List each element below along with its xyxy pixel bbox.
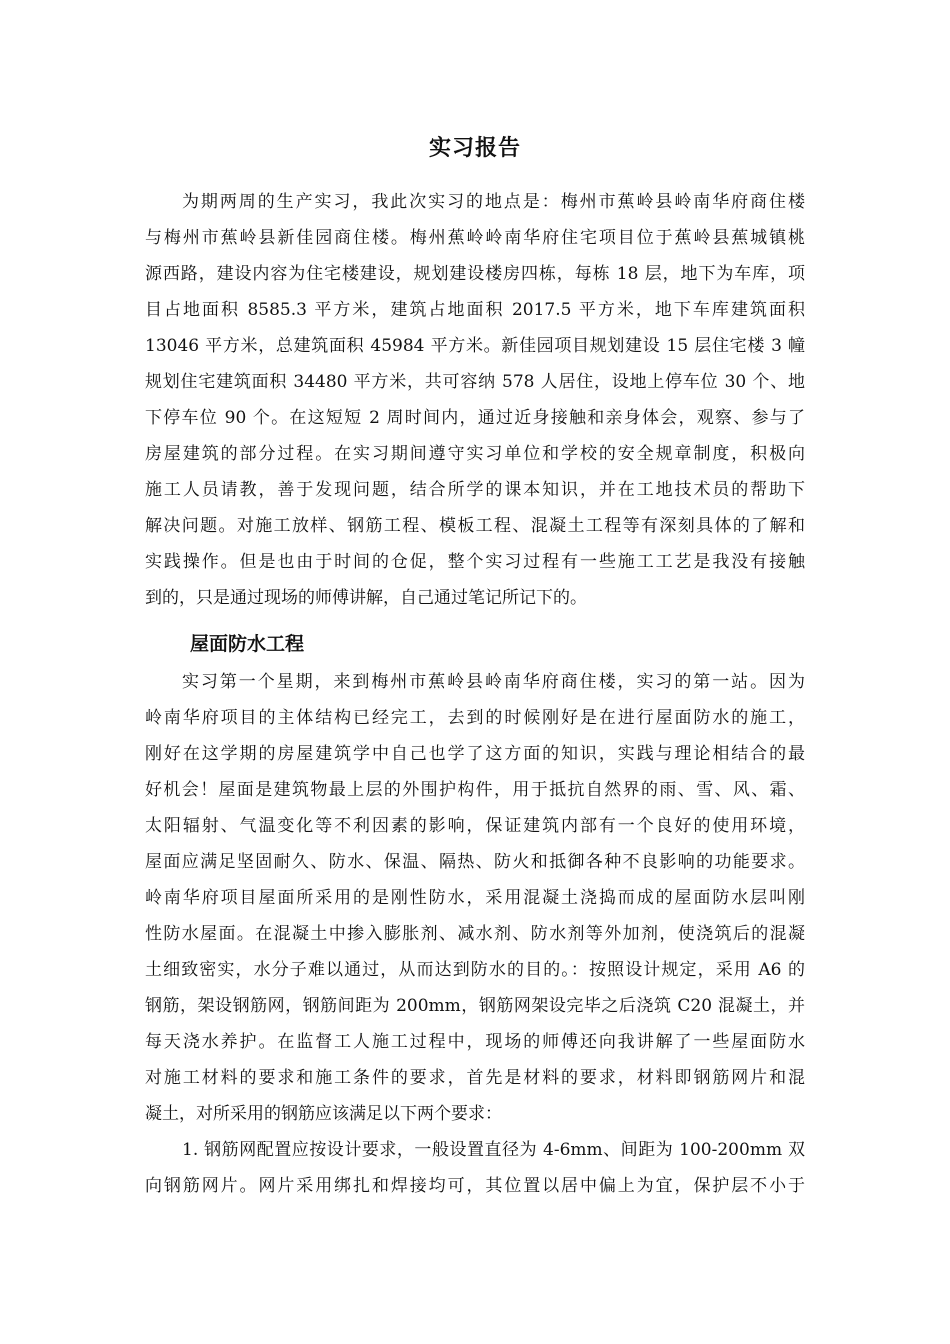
text-line: 屋面应满足坚固耐久、防水、保温、隔热、防火和抵御各种不良影响的功能要求。 (145, 852, 805, 872)
list-item: 1. 钢筋网配置应按设计要求，一般设置直径为 4-6mm、间距为 100-200mm 双 (182, 1140, 805, 1160)
text-line: 钢筋，架设钢筋网，钢筋间距为 200mm，钢筋网架设完毕之后浇筑 C20 混凝土，并 (145, 996, 805, 1016)
text-line: 源西路，建设内容为住宅楼建设，规划建设楼房四栋，每栋 18 层，地下为车库，项 (145, 264, 805, 284)
text-line: 施工人员请教，善于发现问题，结合所学的课本知识，并在工地技术员的帮助下 (145, 480, 805, 500)
text-line: 岭南华府项目的主体结构已经完工，去到的时候刚好是在进行屋面防水的施工， (145, 708, 805, 728)
document-title: 实习报告 (428, 136, 521, 161)
text-line: 到的，只是通过现场的师傅讲解，自己通过笔记所记下的。 (145, 588, 587, 608)
text-line: 每天浇水养护。在监督工人施工过程中，现场的师傅还向我讲解了一些屋面防水 (145, 1032, 805, 1052)
text-line: 好机会！屋面是建筑物最上层的外围护构件，用于抵抗自然界的雨、雪、风、霜、 (145, 780, 805, 800)
text-line: 目占地面积 8585.3 平方米，建筑占地面积 2017.5 平方米，地下车库建筑面积 (145, 300, 805, 320)
text-line: 实习第一个星期，来到梅州市蕉岭县岭南华府商住楼，实习的第一站。因为 (182, 672, 805, 692)
text-line: 土细致密实，水分子难以通过，从而达到防水的目的。：按照设计规定，采用 A6 的 (145, 960, 805, 980)
text-line: 向钢筋网片。网片采用绑扎和焊接均可，其位置以居中偏上为宜，保护层不小于 (145, 1176, 805, 1196)
text-line: 下停车位 90 个。在这短短 2 周时间内，通过近身接触和亲身体会，观察、参与了 (145, 408, 805, 428)
text-line: 实践操作。但是也由于时间的仓促，整个实习过程有一些施工工艺是我没有接触 (145, 552, 805, 572)
text-line: 房屋建筑的部分过程。在实习期间遵守实习单位和学校的安全规章制度，积极向 (145, 444, 805, 464)
text-line: 规划住宅建筑面积 34480 平方米，共可容纳 578 人居住，设地上停车位 30 个、地 (145, 372, 805, 392)
text-line: 与梅州市蕉岭县新佳园商住楼。梅州蕉岭岭南华府住宅项目位于蕉岭县蕉城镇桃 (145, 228, 805, 248)
text-line: 太阳辐射、气温变化等不利因素的影响，保证建筑内部有一个良好的使用环境， (145, 816, 805, 836)
text-line: 凝土，对所采用的钢筋应该满足以下两个要求： (145, 1104, 502, 1124)
text-line: 对施工材料的要求和施工条件的要求，首先是材料的要求，材料即钢筋网片和混 (145, 1068, 805, 1088)
text-line: 解决问题。对施工放样、钢筋工程、模板工程、混凝土工程等有深刻具体的了解和 (145, 516, 805, 536)
text-line: 性防水屋面。在混凝土中掺入膨胀剂、减水剂、防水剂等外加剂，使浇筑后的混凝 (145, 924, 805, 944)
section-heading: 屋面防水工程 (190, 633, 305, 655)
text-line: 为期两周的生产实习，我此次实习的地点是：梅州市蕉岭县岭南华府商住楼 (182, 192, 805, 212)
text-line: 岭南华府项目屋面所采用的是刚性防水，采用混凝土浇捣而成的屋面防水层叫刚 (145, 888, 805, 908)
text-line: 13046 平方米，总建筑面积 45984 平方米。新佳园项目规划建设 15 层住宅楼 3 幢 (145, 336, 805, 356)
text-line: 刚好在这学期的房屋建筑学中自己也学了这方面的知识，实践与理论相结合的最 (145, 744, 805, 764)
